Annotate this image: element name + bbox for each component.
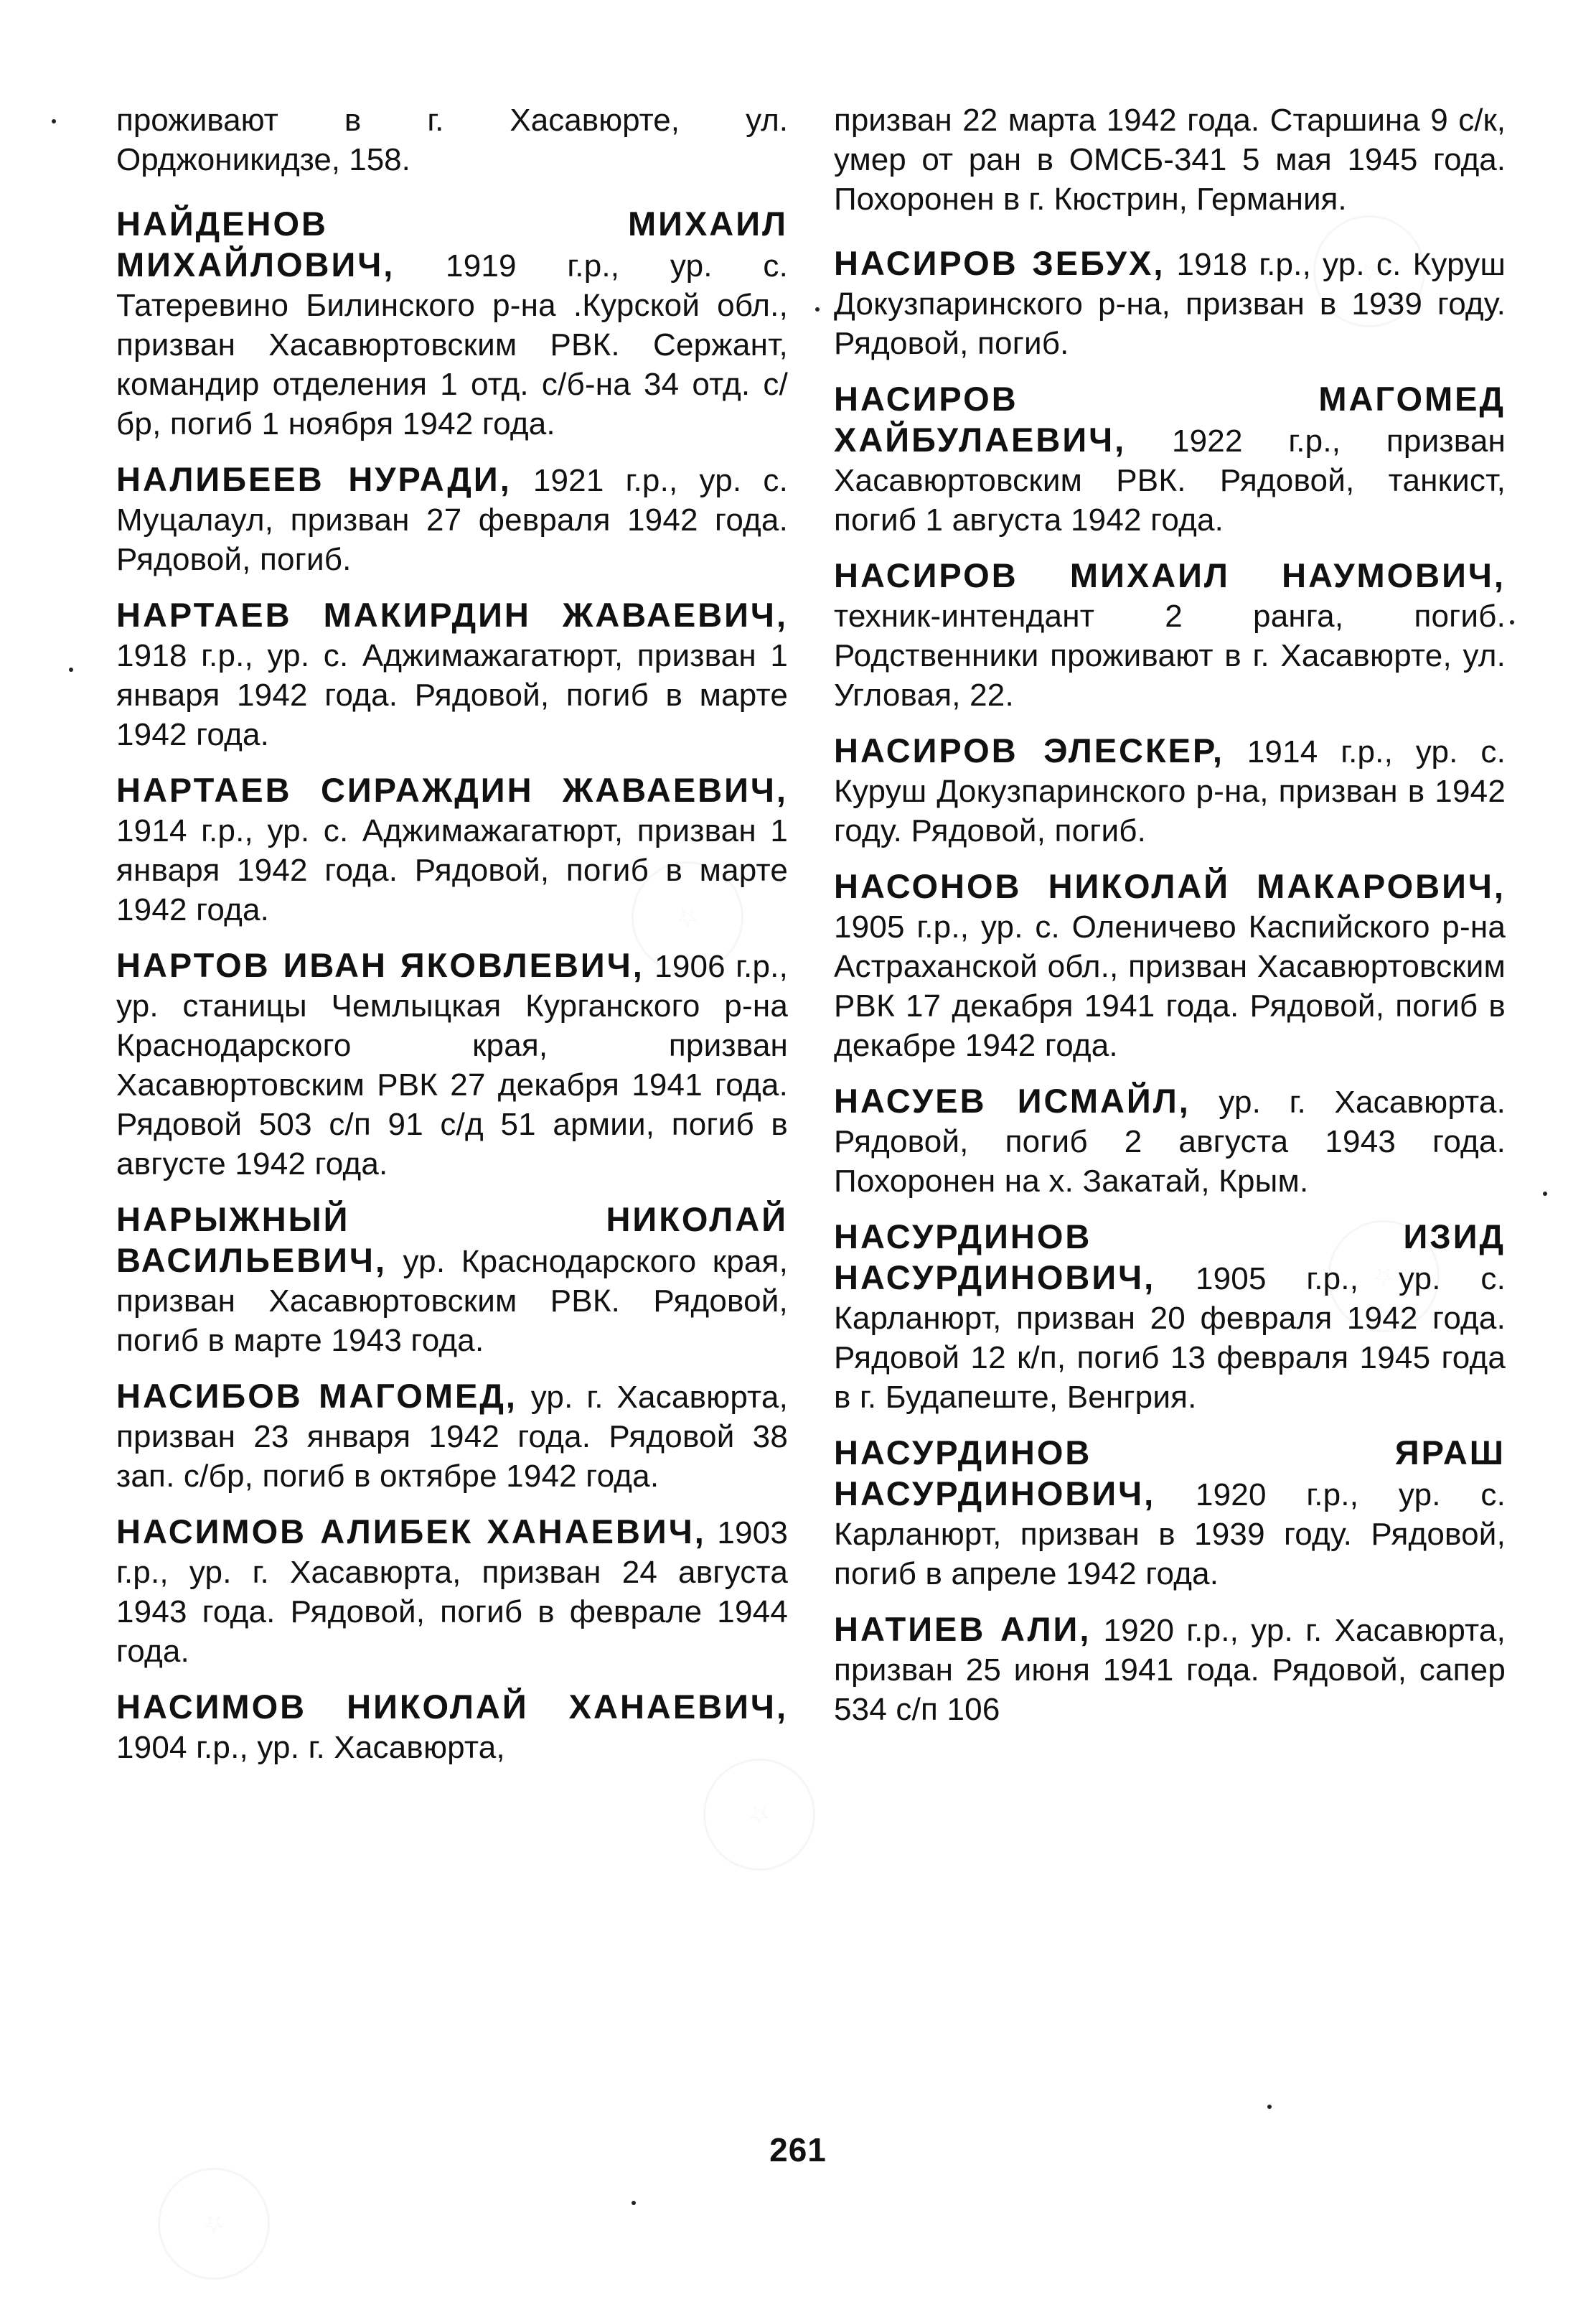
memorial-entry [116, 204, 788, 444]
entry-text: ур. г. Хасавюрта, призван 23 января 1942 года. Рядовой 38 зап. с/бр, погиб в октябре 1942 года. [116, 1380, 789, 1494]
entry-name: НАРТОВ ИВАН ЯКОВЛЕВИЧ, [116, 946, 644, 984]
memorial-entry [116, 1376, 788, 1496]
memorial-entry [834, 243, 1506, 363]
entry-name: НАСИРОВ МИХАИЛ НАУМОВИЧ, [834, 556, 1506, 594]
memorial-entry [834, 379, 1506, 540]
memorial-entry [116, 1512, 788, 1671]
entry-name: НАСУЕВ ИСМАЙЛ, [834, 1082, 1191, 1120]
entry-text: 1904 г.р., ур. г. Хасавюрта, [116, 1730, 505, 1765]
entry-text: 1920 г.р., ур. с. Карланюрт, призван в 1939 году. Рядовой, погиб в апреле 1942 года. [834, 1477, 1506, 1591]
entry-name: НАСИРОВ ЗЕБУХ, [834, 244, 1165, 282]
memorial-entry [834, 1217, 1506, 1417]
entry-text: ур. г. Хасавюрта. Рядовой, погиб 2 августа 1943 года. Похоронен на х. Закатай, Крым. [834, 1085, 1506, 1199]
scan-speck [69, 668, 73, 672]
entry-continuation: призван 22 марта 1942 года. Старшина 9 с/к, умер от ран в ОМСБ-341 5 мая 1945 года. Похоронен в г. Кюстрин, Германия. [834, 103, 1506, 217]
entry-name: НАСУРДИНОВ ЯРАШ НАСУРДИНОВИЧ, [834, 1433, 1506, 1512]
entry-text: 1905 г.р., ур. с. Карланюрт, призван 20 февраля 1942 года. Рядовой 12 к/п, погиб 13 февраля 1945 года в г. Будапеште, Венгрия. [834, 1261, 1506, 1415]
entry-name: НАРТАЕВ СИРАЖДИН ЖАВАЕВИЧ, [116, 771, 788, 809]
memorial-entry [834, 1081, 1506, 1201]
entry-name: НАРТАЕВ МАКИРДИН ЖАВАЕВИЧ, [116, 596, 788, 634]
entry-text: техник-интендант 2 ранга, погиб. Родственники проживают в г. Хасавюрте, ул. Угловая, 22. [834, 599, 1506, 713]
entry-text: 1918 г.р., ур. с. Куруш Докузпаринского р-на, призван в 1939 году. Рядовой, погиб. [834, 247, 1506, 361]
entry-name: НАСИМОВ НИКОЛАЙ ХАНАЕВИЧ, [116, 1688, 788, 1726]
right-column [834, 100, 1506, 1745]
memorial-entry [116, 1199, 788, 1360]
memorial-entry [834, 731, 1506, 851]
scan-speck [1543, 1192, 1547, 1196]
page-number: 261 [769, 2131, 827, 2168]
entry-text: 1906 г.р., ур. станицы Чемлыцкая Курганского р-на Краснодарского края, призван Хасавюртовским РВК 27 декабря 1941 года. Рядовой 503 с/п 91 с/д 51 армии, погиб в августе 1942 года. [116, 949, 789, 1182]
memorial-entry [834, 1609, 1506, 1729]
memorial-entry [116, 770, 788, 930]
scan-speck [52, 119, 56, 123]
entry-text: 1918 г.р., ур. с. Аджимажагатюрт, призван 1 января 1942 года. Рядовой, погиб в марте 1942 года. [116, 638, 788, 752]
memorial-entry [116, 595, 788, 754]
scan-speck [632, 2201, 636, 2205]
entry-text: 1905 г.р., ур. с. Оленичево Каспийского р-на Астраханской обл., призван Хасавюртовским РВК 17 декабря 1941 года. Рядовой, погиб в декабре 1942 года. [834, 909, 1506, 1063]
scan-speck [1510, 620, 1514, 624]
memorial-entry [834, 1433, 1506, 1594]
scan-speck [815, 307, 820, 312]
memorial-entry [834, 556, 1506, 715]
left-column [116, 100, 788, 1783]
entry-text: 1921 г.р., ур. с. Муцалаул, призван 27 февраля 1942 года. Рядовой, погиб. [116, 463, 788, 577]
scan-speck [1267, 2105, 1272, 2109]
memorial-entry [116, 1687, 788, 1767]
entry-text: ур. Краснодарского края, призван Хасавюртовским РВК. Рядовой, погиб в марте 1943 года. [116, 1244, 788, 1358]
entry-text: 1922 г.р., призван Хасавюртовским РВК. Рядовой, танкист, погиб 1 августа 1942 года. [834, 424, 1506, 538]
entry-name: НАСИРОВ МАГОМЕД ХАЙБУЛАЕВИЧ, [834, 380, 1506, 459]
entry-name: НАРЫЖНЫЙ НИКОЛАЙ ВАСИЛЬЕВИЧ, [116, 1200, 788, 1279]
entry-name: НАСУРДИНОВ ИЗИД НАСУРДИНОВИЧ, [834, 1217, 1506, 1296]
entry-name: НАЙДЕНОВ МИХАИЛ МИХАЙЛОВИЧ, [116, 205, 788, 284]
memorial-entry [116, 945, 788, 1184]
entry-text: 1914 г.р., ур. с. Куруш Докузпаринского р-на, призван в 1942 году. Рядовой, погиб. [834, 734, 1506, 848]
entry-name: НАСИБОВ МАГОМЕД, [116, 1377, 517, 1415]
entry-name: НАСИМОВ АЛИБЕК ХАНАЕВИЧ, [116, 1512, 706, 1550]
entry-text: 1919 г.р., ур. с. Татеревино Билинского р-на .Курской обл., призван Хасавюртовским РВК. Сержант, командир отделения 1 отд. с/б-на 34 отд. с/бр, погиб 1 ноября 1942 года. [116, 248, 788, 441]
memorial-entry [116, 459, 788, 579]
entry-name: НАСОНОВ НИКОЛАЙ МАКАРОВИЧ, [834, 867, 1506, 905]
entry-text: 1914 г.р., ур. с. Аджимажагатюрт, призван 1 января 1942 года. Рядовой, погиб в марте 1942 года. [116, 813, 788, 927]
entry-text: 1903 г.р., ур. г. Хасавюрта, призван 24 августа 1943 года. Рядовой, погиб в феврале 1944 года. [116, 1515, 789, 1669]
memorial-entry [834, 866, 1506, 1065]
entry-name: НАЛИБЕЕВ НУРАДИ, [116, 460, 512, 498]
entry-name: НАСИРОВ ЭЛЕСКЕР, [834, 731, 1224, 769]
entry-text: 1920 г.р., ур. г. Хасавюрта, призван 25 июня 1941 года. Рядовой, сапер 534 с/п 106 [834, 1613, 1506, 1727]
entry-name: НАТИЕВ АЛИ, [834, 1610, 1092, 1648]
entry-continuation: проживают в г. Хасавюрте, ул. Орджоникидзе, 158. [116, 103, 788, 177]
